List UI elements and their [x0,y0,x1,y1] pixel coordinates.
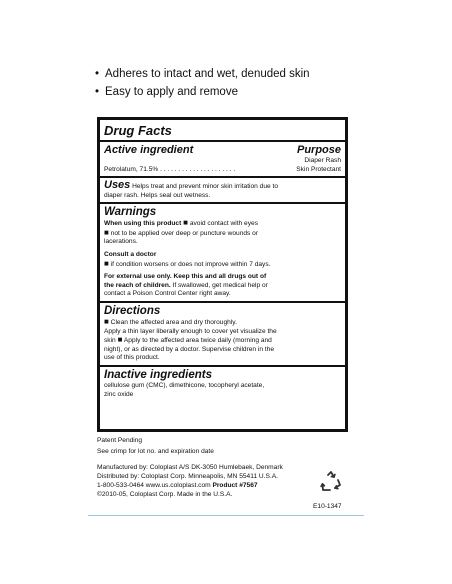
ingredient-name: Petrolatum, 71.5% [104,165,159,173]
active-ingredient-header [104,143,341,157]
directions-text: Apply to the affected area twice daily (morning and [122,337,272,345]
square-bullet-icon: ■ [104,227,109,237]
warnings-section [104,206,341,299]
square-bullet-icon: ■ [183,218,188,228]
copyright-text: ©2010-05, Coloplast Corp. Made in the U.S.A. [97,491,233,498]
inactive-title: Inactive ingredients [104,368,213,381]
inactive-ingredients-section [104,369,341,399]
uses-text: Helps treat and prevent minor skin irritation due to [130,183,278,191]
recycle-icon [319,470,343,494]
patent-text: Patent Pending [97,437,143,444]
warning-text: contact a Poison Control Center right away. [104,290,231,298]
uses-title: Uses [104,179,131,192]
consult-doctor-label: Consult a doctor [104,250,157,258]
bullet-item [95,83,395,101]
square-bullet-icon: ■ [104,316,109,326]
directions-text: Clean the affected area and dry thoroughly. [108,318,237,326]
bullet-text: Adheres to intact and wet, denuded skin [105,68,310,80]
purpose-heading: Purpose [296,144,341,156]
square-bullet-icon: ■ [104,258,109,268]
directions-section [104,305,341,363]
inactive-text: zinc oxide [104,390,134,398]
active-heading: Active ingredient [104,144,194,156]
directions-text: use of this product. [104,354,160,362]
directions-text: night), or as directed by a doctor. Supervise children in the [104,345,275,353]
uses-text: diaper rash. Helps seal out wetness. [104,192,211,200]
divider [100,140,345,142]
bullet-text: Easy to apply and remove [105,86,238,98]
dot-leader: . . . . . . . . . . . . . . . . . . . . . [160,165,236,173]
warning-text: avoid contact with eyes [187,220,258,228]
divider [100,301,345,303]
divider [100,365,345,367]
product-number: Product #7567 [212,482,258,489]
contact-text: 1-800-533-0464 www.us.coloplast.com [97,482,213,489]
active-ingredient-row [104,166,341,175]
warning-text: not to be applied over deep or puncture wounds or [108,229,259,237]
warning-text: lacerations. [104,238,138,246]
square-bullet-icon: ■ [117,335,123,345]
purpose-line: Diaper Rash [304,157,341,164]
label-footer [97,436,357,499]
bullet-item [95,65,395,83]
feature-bullets [95,65,395,101]
warning-text: if condition worsens or does not improve within 7 days. [108,260,271,268]
label-code: E10-1347 [313,503,342,510]
manufacturer-text: Manufactured by: Coloplast A/S DK-3050 Humlebaek, Denmark [97,464,283,471]
when-using-label: When using this product [104,220,182,228]
uses-section [104,181,341,200]
directions-title: Directions [104,304,161,317]
warnings-title: Warnings [104,206,157,219]
bottom-divider [88,515,364,516]
panel-title: Drug Facts [104,123,172,138]
divider [100,202,345,204]
directions-text: Apply a thin layer liberally enough to cover yet visualize the [104,327,277,335]
distributor-text: Distributed by: Coloplast Corp. Minneapolis, MN 55411 U.S.A. [97,473,278,480]
external-use-warning: For external use only. Keep this and all drugs out of [104,273,267,281]
divider [100,176,345,178]
purpose-value: Skin Protectant [296,165,341,173]
external-use-warning: the reach of children. [104,281,171,289]
bullet-dot: • [95,68,100,80]
inactive-text: cellulose gum (CMC), dimethicone, tocopheryl acetate, [104,381,265,389]
warning-text: If swallowed, get medical help or [170,281,268,289]
drug-facts-panel [97,117,348,432]
bullet-dot: • [95,86,100,98]
crimp-text: See crimp for lot no. and expiration date [97,448,214,455]
directions-text: skin [104,337,116,345]
